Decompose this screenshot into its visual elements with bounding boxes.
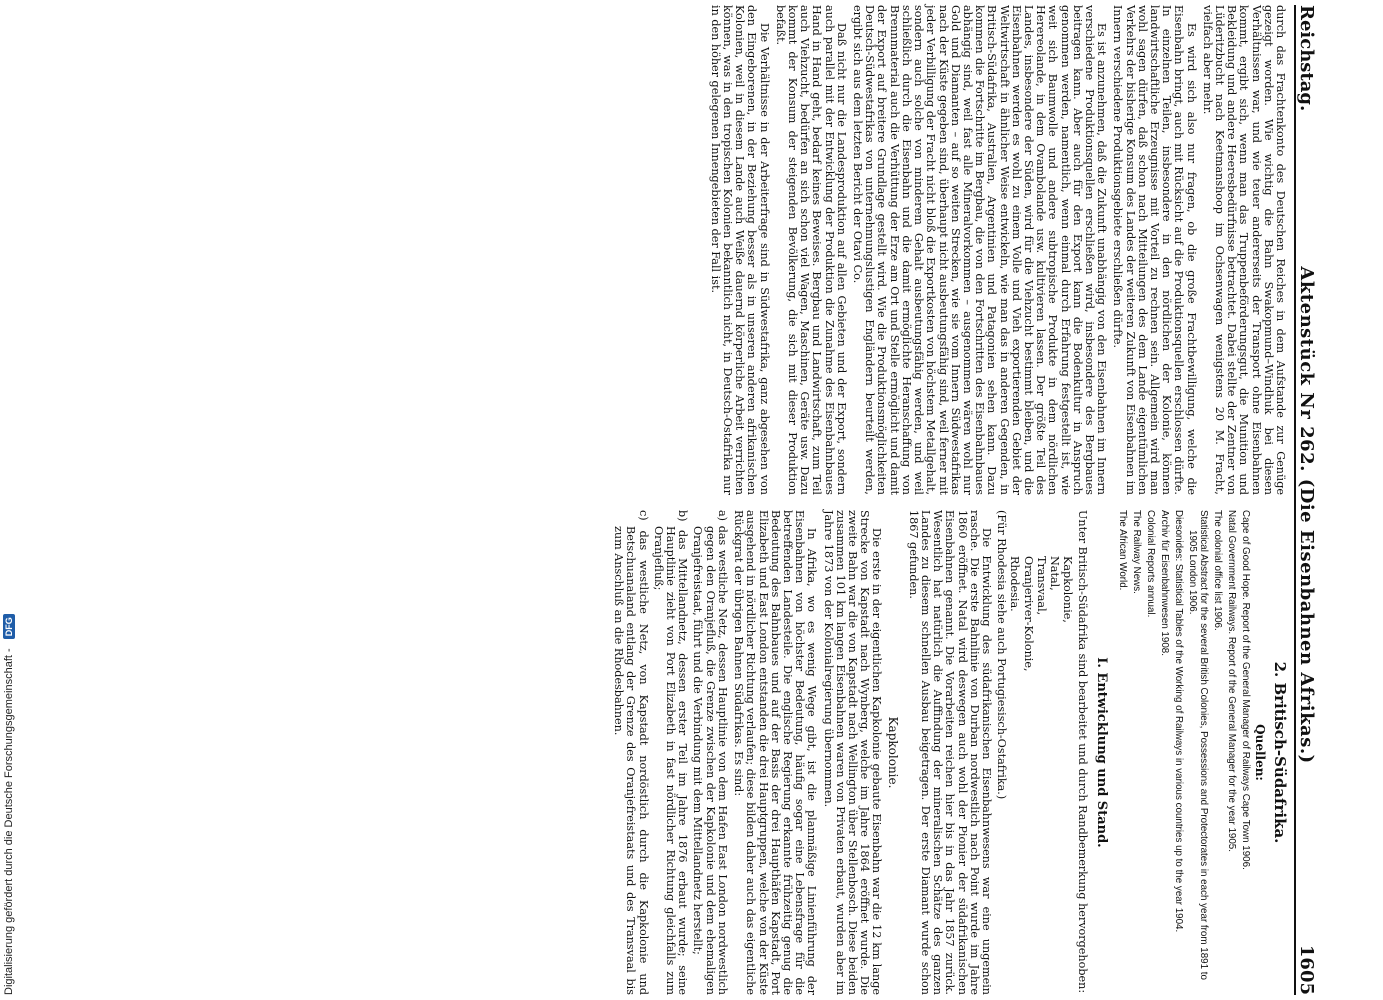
colony-item: Oranjeriver-Kolonie,: [1021, 556, 1035, 672]
source-entry: Natal Government Railways. Report of the General Manager for the year 1905.: [1225, 510, 1237, 852]
source-entry: The colonial office list 1906.: [1211, 510, 1223, 631]
paragraph: Die Entwicklung des südafrikanischen Eisenbahnwesens war eine ungemein rasche. Die erste Bahnlinie von Durban nordwestlich nach Point wurde im Jahre 1860 eröffnet. Natal wird deswegen auch wohl der Pionier der südafrikanischen Eisenbahnen genannt. Die Vorarbeiten reichen hier bis in das Jahr 1857 zurück. Wesentlich hat natürlich die Auffindung der mineralischen Schätze des ganzen Landes zu diesem schnellen Ausbau beigetragen. Der erste Diamant wurde schon 1867 gefunden.: [906, 510, 993, 995]
page-header: [1294, 5, 1330, 995]
source-entry: Colonial Reports annual.: [1144, 510, 1156, 618]
intro-text: Unter Britisch-Südafrika sind bearbeitet und durch Randbemerkung hervorgehoben:: [1076, 510, 1090, 994]
header-title: Aktenstück Nr 262. (Die Eisenbahnen Afrikas.): [1296, 266, 1317, 764]
colony-item: Transvaal,: [1034, 556, 1048, 616]
source-entry: Statistical Abstract for the several British Colonies, Possessions and Protectorates in each year from 1891 to 1905 London 1906.: [1186, 510, 1209, 980]
left-column: [36, 5, 1286, 495]
paragraph: Es wird sich also nur fragen, ob die große Frachtbewilligung, welche die Eisenbahn bringt, auch mit Rücksicht auf die Produktionsquellen erschlossen dürfte. In einzelnen Teilen, insbesondere in den nördlichen der Kolonie, können landwirtschaftliche Erzeugnisse mit Vorteil zu rechnen sein. Allgemein wird man wohl sagen dürfen, daß schon nach Mitteilungen des dem Lande eigentümlichen Verkehrs der bisherige Konsum des Landes der weiteren Zukunft von Eisenbahnen im Innern verschiedene Produktionsgebiete erschließen dürfte.: [1111, 5, 1198, 495]
dfg-logo[interactable]: DFG: [3, 614, 15, 639]
section-title: 2. Britisch-Südafrika.: [1271, 661, 1289, 844]
list-item: c) das westliche Netz, von Kapstadt nordöstlich durch die Kapkolonie und Betschuanaland entlang der Grenze des Oranjefreistaats und des Transvaal bis zum Anschluß an die Rhodesbahnen.: [612, 510, 650, 995]
source-entry: Archiv für Eisenbahnwesen 1908.: [1158, 510, 1170, 656]
list-item: b) das Mittellandnetz, dessen erster Teil im Jahre 1876 erbaut wurde; seine Hauptlinie zieht von Port Elizabeth in fast nördlicher Richtung gleichfalls zum Oranjefluß;: [651, 510, 690, 995]
colony-item: Natal,: [1047, 556, 1061, 591]
paragraph: Die Verhältnisse in der Arbeiterfrage sind in Südwestafrika, ganz abgesehen von den Eingeborenen, in der Beziehung besser als in unseren anderen afrikanischen Kolonien, weil in diesem Lande auch Weiße dauernd körperliche Arbeit verrichten können, was in den tropischen Kolonien bekanntlich nicht, in Deutsch-Ostafrika nur in den höher gelegenen Innengebieten der Fall ist.: [708, 5, 771, 495]
paragraph: durch das Frachtenkonto des Deutschen Reiches in dem Aufstande zur Genüge gezeigt worden. Wie wichtig die Bahn Swakopmund–Windhuk bei diesen Verhältnissen war, und wie teuer andererseits der Transport ohne Eisenbahnen kommt, ergibt sich, wenn man das Truppenbeförderungsgut, die Munition und Bekleidung und andere Heeresbedürfnisse betrachtet. Dabei stellte der Zentner von Lüderitzbucht nach Keetmanshoop im Ochsenwagen wenigstens 20 M. Fracht, vielfach aber mehr.: [1200, 5, 1287, 495]
header-left: Reichstag.: [1296, 5, 1317, 112]
kapkolonie-heading: Kapkolonie.: [885, 716, 900, 789]
colony-item: Kapkolonie,: [1061, 556, 1075, 623]
paragraph: Die erste in der eigentlichen Kapkolonie gebaute Eisenbahn war die 12 km lange Strecke von Kapstadt nach Wynberg, welche im Jahre 1864 eröffnet wurde. Die zweite Bahn war die von Kapstadt nach Wellington über Stellenbosch. Diese beiden zusammen 101 km langen Eisenbahnen waren von Privaten erbaut, wurden aber im Jahre 1873 von der Kolonialregierung übernommen.: [821, 510, 884, 995]
source-entry: The African World.: [1116, 510, 1128, 591]
subsection-title: I. Entwicklung und Stand.: [1093, 657, 1109, 848]
source-entry: Cape of Good Hope. Report of the General Manager of Railways Cape Town 1906.: [1239, 510, 1251, 870]
right-column: [36, 510, 1289, 995]
page-number: 1605: [1296, 944, 1317, 995]
source-entry: Diesonides: Statistical Tables of the Working of Railways in various countries up to the year 1904.: [1172, 510, 1184, 933]
digitization-credit: [2, 35, 16, 995]
sources-label: Quellen:: [1252, 724, 1267, 781]
paragraph: In Afrika, wo es wenig Wege gibt, ist die planmäßige Linienführung der Eisenbahnen von höchster Bedeutung, häufig sogar eine Lebensfrage für die betreffenden Landesteile. Die englische Regierung erkannte frühzeitig genug die Bedeutung des Bahnbaues und auf der Basis der drei Haupthäfen Kapstadt, Port Elizabeth und East London entstanden die drei Hauptgruppen, welche von der Küste ausgehend in nördlicher Richtung verlaufen; diese bilden daher auch das eigentliche Rückgrat der übrigen Bahnen Südafrikas. Es sind:: [732, 510, 819, 995]
paragraph: Daß nicht nur die Landesproduktion auf allen Gebieten und der Export, sondern auch parallel mit der Entwicklung der Produktion die Zunahme des Eisenbahnbaues Hand in Hand geht, bedarf keines Beweises. Bergbau und Landwirtschaft, zum Teil auch Viehzucht, bedürfen an sich schon viel Wagen, Maschinen, Geräte usw. Dazu kommt der Konsum der steigenden Bevölkerung, die sich mit dieser Produktion befaßt.: [773, 5, 848, 495]
paragraph: Es ist anzunehmen, daß die Zukunft unabhängig von den Eisenbahnen im Innern verschiedene Produktionsquellen erschließen wird, insbesondere des Bergbaues beitragen kann. Aber auch für den Export kann die Bodenkultur in Anspruch genommen werden, namentlich, wenn einmal durch Erfahrung festgestellt ist, wie weit sich Baumwolle und andere subtropische Produkte in dem nördlichen Herereolande, in dem Ovambolande usw. kultivieren lassen. Der größte Teil des Landes, insbesondere der Süden, wird für die Viehzucht bestimmt bleiben, und die Eisenbahnen werden es wohl zu einem Volle und Vieh exportierenden Gebiet der Weltwirtschaft in ähnlicher Weise entwickeln, wie man das in anderen Gegenden, in Britisch-Südafrika, Australien, Argentinien und Patagonien sehen kann. Dazu kommen die Fortschritte im Bergbau, die von den Fortschritten des Eisenbahnbaues abhängig sind, weil fast alle Mineralvorkommen – ausgenommen wären wohl nur Gold und Diamanten – auf so weiten Strecken, wie sie vom Innern Südwestafrikas nach der Küste gegeben sind, überhaupt nicht ausbeutungsfähig sind, weil ferner mit jeder Verbilligung der Fracht nicht bloß die Exportkosten von höchstem Metallgehalt, sondern auch solche von minderem Gehalt ausbeutungsfähig werden, und weil schließlich durch die Eisenbahn und die damit ermöglichte Heranschaffung von Brennmaterial auch die Verhüttung der Erze am Ort und Stelle ermöglicht und damit der Export auf breitere Grundlage gestellt wird. Wie die Produktionsmöglichkeiten Deutsch-Südwestafrikas von unternehmungslustigen Engländern beurteilt werden, ergibt sich aus dem letzten Bericht der Otavi Co.: [851, 5, 1109, 495]
source-entry: The Railway News.: [1130, 510, 1142, 594]
colony-item: Rhodesia.: [1008, 556, 1022, 612]
rotated-page: [20, 5, 1330, 995]
credit-text: Digitalisierung gefördert durch die Deutsche Forschungsgemeinschaft -: [3, 648, 15, 995]
note-text: (Für Rhodesia siehe auch Portugiesisch-Ostafrika.): [995, 510, 1009, 800]
list-item: a) das westliche Netz, dessen Hauptlinie von dem Hafen East London nordwestlich gegen den Oranjefluß, die Grenze zwischen der Kapkolonie und dem ehemaligen Oranjefreistaat, führt und die Verbindung mit dem Mittellandnetz herstellt;: [691, 510, 729, 995]
